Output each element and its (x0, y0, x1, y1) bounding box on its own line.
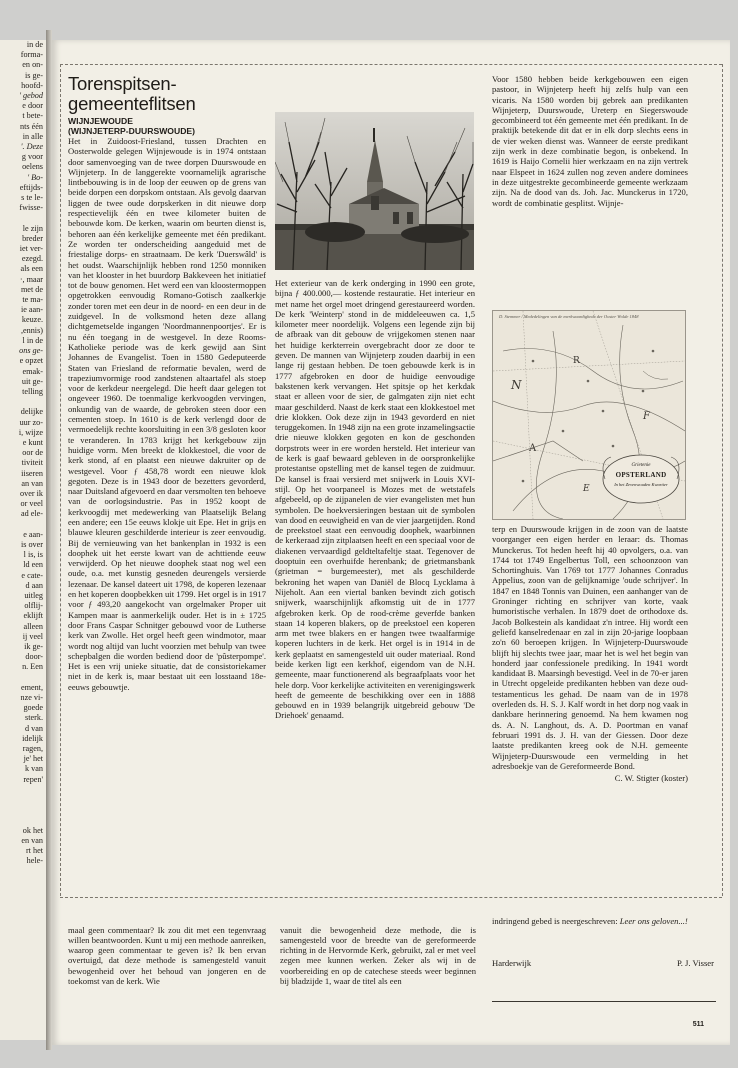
previous-page-line: iiseren (21, 468, 43, 478)
previous-page-line (0, 785, 43, 795)
article-column-2 (275, 278, 475, 721)
previous-page-line: eftijds- (19, 182, 43, 192)
previous-page-line: ·, maar (19, 274, 43, 284)
previous-page-line: sterk. (25, 713, 43, 723)
previous-page-line (0, 815, 43, 825)
previous-page-line: als een (20, 264, 43, 274)
svg-text:A: A (529, 443, 537, 454)
previous-page-line: or veel (20, 499, 43, 509)
previous-page-line: delijke (20, 407, 43, 417)
previous-page-line: oor de (22, 448, 43, 458)
previous-page-line: ld een (23, 560, 43, 570)
previous-page-line: ad ele- (20, 509, 43, 519)
previous-page-line: l in de (22, 335, 43, 345)
previous-page-line: d van (25, 723, 43, 733)
previous-page-line: olflij- (24, 601, 43, 611)
column-3-top-text: Voor 1580 hebben beide kerkgebouwen een eigen pastoor, in Wijnjeterp heeft hij zelfs hulp van een vicaris. Na 1580 worden bij gebrek aan predikanten Wijnjeterp, Duurswoude, Ureterp en Siegerswoude gecombineerd tot één gemeente met één predikant. In de praktijk betekende dit dat er in elk dorp slechts eens in de vier weken dienst was. Wanneer de eerste predikant zijn werk in deze combinatie begon, is onbekend. In 1619 is Haijo Cornelii hier werkzaam en na zijn vertrek naar Elspeet in 1624 zullen nog zeven andere dominees in deze uitgestrekte gecombineerde gemeente werkzaam zijn. Na de dood van ds. Joh. Jac. Munckerus in 1720, wordt de combinatie gesplitst. Wijnje- (492, 74, 688, 208)
previous-page-line: rt het (25, 846, 43, 856)
previous-page-line (0, 520, 43, 530)
previous-page-line: alleen (23, 621, 43, 631)
letter-closing-prayer: Leer ons geloven...! (619, 916, 688, 926)
article-column-1 (68, 74, 266, 692)
previous-page-line: en on- (22, 60, 43, 70)
church-photo (275, 112, 474, 270)
previous-page-line: ok het (22, 825, 43, 835)
previous-page-line: nze vi- (20, 693, 43, 702)
column-3-bottom-text: terp en Duurswoude krijgen in de zoon van de laatste voorganger een eigen herder en leraar: ds. Thomas Munckerus. Tot heden heeft hij 40 opvolgers, o.a. van 1744 tot 1749 Engelbertus Toll, een schoonzoon van Schortinghuis. Van 1769 tot 1777 Johannes Conradus Appelius, zoon van de gelijknamige 'oude schrijver'. In 1847 en 1848 Tonnis van Duinen, een aanhanger van de Groninger richting en schrijver van korte, vaak humoristische verhalen. In 1879 doet de orthodoxe ds. Jacob Bolkestein als kandidaat z'n intree. Hij wordt een geliefd kanselredenaar en zal in zijn 20-jarige loopbaan zo'n 60 beroepen krijgen. In Wijnjeterp-Duurswoude blijft hij slechts twee jaar, maar het is wel het begin van honderd jaar confessionele prediking. In 1941 wordt kandidaat B. Maarsingh bevestigd. Veel in de 70-er jaren in Utrecht opgeleide predikanten hebben van deze oud-testamenticus les gehad. De naam van de in 1978 overleden ds. H. S. J. Kalf wordt in het dorp nog vaak in dankbare herinnering genoemd. Na hem kwamen nog ds. A. N. Langhout, ds. A. D. Poortman en vanaf februari 1991 ds. J. H. van der Giessen. Door deze laatste predikanten kreeg ook de N.H. gemeente Wijnjeterp-Duurswoude een vermelding in het adresboekje van de Gereformeerde Bond. (492, 524, 688, 771)
previous-page-line: i, wijze (18, 427, 43, 437)
previous-page-line: uit ge- (21, 376, 43, 386)
previous-page-line: ons ge- (19, 346, 43, 356)
previous-page-line: en van (21, 835, 43, 845)
magazine-page (52, 40, 730, 1045)
previous-page-line: door- (25, 652, 43, 662)
previous-page-line: g voor (21, 152, 43, 162)
previous-page-line: te ma- (22, 295, 43, 305)
previous-page-line: emak- (22, 366, 43, 376)
previous-page-line: le zijn (22, 223, 43, 233)
article-title: Torenspitsen-gemeenteflitsen (68, 73, 196, 114)
previous-page-line: hele- (26, 856, 43, 866)
article-subtitle-1: WIJNJEWOUDE (68, 116, 133, 126)
previous-page-line: ' Bo- (27, 172, 43, 182)
letter-signature: P. J. Visser (676, 958, 714, 968)
map-caption: D. Stemmer / Mededelingen van de merkwaardighede der Ooster Wolde 1848 (499, 314, 639, 319)
previous-page-line (0, 213, 43, 223)
previous-page-text (0, 40, 46, 866)
map-cartouche-line-1: Grietenie (631, 463, 651, 468)
previous-page-line: tiviteit (21, 458, 43, 468)
svg-text:R: R (573, 356, 580, 366)
closing-rule (492, 1001, 716, 1002)
previous-page-line: oelens (22, 162, 43, 172)
previous-page-line: l is, is (23, 550, 43, 560)
previous-page-line: repen' (23, 774, 43, 784)
letter-column-1-text: maal geen commentaar? Ik zou dit met een tegenvraag willen beantwoorden. Kunt u mij een methode aanreiken, waarop geen commentaar te geven is? Ik ben ervan overtuigd, dat deze methode is samengesteld vanuit bewogenheid over het behoud van jongeren en de toekomst van de kerk. Wie (68, 924, 266, 987)
article-column-3-top (492, 74, 688, 208)
previous-page-line: e cate- (21, 570, 43, 580)
historic-map (492, 310, 686, 520)
map-cartouche-line-3: In het Zevenwouden Kwartier (614, 482, 668, 487)
previous-page-line: n. Een (22, 662, 43, 672)
previous-page-line (0, 397, 43, 407)
previous-page-line: s te le- (21, 193, 43, 203)
map-drawing (493, 311, 685, 519)
previous-page-line (0, 673, 43, 683)
previous-page-line: eklijft (23, 611, 43, 621)
svg-text:F: F (643, 411, 650, 422)
svg-text:N: N (511, 378, 522, 392)
previous-page-line: keuze. (21, 315, 43, 325)
previous-page-line: hoofd- (21, 80, 43, 90)
map-cartouche-line-2: OPSTERLAND (615, 471, 667, 479)
previous-page-line: k van (25, 764, 43, 774)
article-subtitle-2: (WIJNJETERP-DUURSWOUDE) (68, 126, 195, 136)
previous-page-line: in alle (22, 131, 43, 141)
letter-column-3-text: indringend gebed is neergeschreven: (492, 916, 618, 926)
previous-page-line: goede (23, 703, 43, 713)
previous-page-line: uitleg (24, 590, 43, 600)
previous-page-line: ement, (20, 682, 43, 692)
frame-right-border (718, 64, 723, 896)
letter-column-2 (280, 916, 476, 995)
previous-page-line: an van (21, 478, 43, 488)
previous-page-line: uur zo- (19, 417, 43, 427)
previous-page-line: je' het (23, 754, 43, 764)
article-author: C. W. Stigter (koster) (614, 773, 688, 784)
previous-page-line: ie aan- (20, 305, 43, 315)
previous-page-line: ,ennis) (20, 325, 43, 335)
previous-page-line: e opzet (19, 356, 43, 366)
previous-page-line: ik ge- (24, 641, 43, 651)
column-1-text: Het in Zuidoost-Friesland, tussen Drachten en Oosterwolde gelegen Wijnjewoude is in 1974 ontstaan door samenvoeging van de twee dorpen Duurswoude en Wijnjeterp. In de langgerekte voornamelijk agrarische lintbebouwing is in de loop der eeuwen op de grens van beide dorpen een dorpskom ontstaan. Als gevolg daarvan liggen de twee oude dorpskerken in dit nieuwe dorp respectievelijk één en twee kilometer buiten de bebouwde kom. De kerken, waarin om beurten dienst is, behoren aan één kerkelijke gemeente met één predikant. Ze worden ter onderscheiding aangeduid met de friestalige dorps- en straatnaam. De kerk 'Duerswâld' is het oudst. Waarschijnlijk hebben rond 1250 monniken van het klooster in het buurdorp Bakkeveen het initiatief tot de bouw genomen. Het werd een van kloostermoppen opgetrokken eenvoudig Romano-Gotisch zaalkerkje zonder toren met een deur in de noord- en een deur in de zuidgevel. In de volksmond heten deze allang dichtgemetselde ingangen 'Noordmannenpoortjes'. Er is nu één toegang in de westgevel. In deze Rooms-Katholieke periode was de kerk gewijd aan Sint Johannes de Evangelist. Toen in 1580 Gedeputeerde Staten van Friesland de reformatie bevalen, werd de trapeziumvormige rood zandstenen altaartafel als stoep voor de kerkdeur neergelegd. Die heeft daar gelegen tot ongeveer 1960. De toenmalige kerkvoogden vervingen, onkundig van de waarde, de gebroken steen door een cementen stoep. In 1610 is de kerk verlengd door de vermoedelijk rechte koorsluiting in een 3/8 gesloten koor te veranderen. In 1783 krijgt het kerkgebouw zijn huidige vorm. Men breekt de klokkestoel, die voor de kerk stond, af en plaatst een nieuwe dakruiter op de westgevel. Voor ƒ 458,78 wordt een nieuwe klok gegoten. Deze is in 1943 door de bezetters gevorderd, naar Duitsland afgevoerd en daar versmolten ten behoeve van de oorlogsindustrie. Pas in 1952 koopt de kerkvoogdij met medewerking van Plaatselijk Belang een andere; een 15e eeuws klokje uit Epe. Het in grijs en blauwe kleuren geschilderde interieur is zeer eenvoudig. Bij de vernieuwing van het bankenplan in 1932 is een doophek uit het eerste kwart van de achttiende eeuw verwijderd. Op het nieuwe doophek staat nog wel een oude, o.a. met kunstig gesneden deurengels versierde lezenaar. De kansel dateert uit 1798, de koperen lezenaar en het koperen doopbekken uit 1799. Het orgel is in 1917 voor ƒ 493,20 aangekocht van orgelmaker Proper uit Kampen maar is aanmerkelijk ouder. Het is in ± 1725 door Frans Caspar Schnitger gebouwd voor de Lutherse kerk van Zwolle. Het orgel heeft geen windmotor, maar wordt nog altijd van lucht voorzien met behulp van twee schepbalgen die worden bediend door de 'pûsterpompe'. Het is een vrij unieke situatie, dat de consistoriekamer niet in de kerk is, maar bestaat uit een losstaand 18e-eeuws gebouwtje. (68, 136, 266, 692)
previous-page-line: breder (22, 233, 43, 243)
previous-page-line: iet ver- (19, 244, 43, 254)
church-photo-image (275, 112, 474, 270)
frame-left-border (56, 64, 61, 896)
previous-page-line: e door (22, 101, 43, 111)
previous-page-line: d aan (25, 580, 43, 590)
previous-page-line: ezegd. (21, 254, 43, 264)
previous-page-line: fwisse- (19, 203, 43, 213)
svg-text:E: E (583, 484, 590, 494)
previous-page-line: ragen, (22, 744, 43, 754)
previous-page-line: forma- (20, 50, 43, 60)
article-column-3-bottom (492, 524, 688, 783)
previous-page-line: e kunt (22, 437, 43, 447)
previous-page-line: e aan- (23, 529, 43, 539)
letter-column-3 (492, 916, 692, 926)
letter-place: Harderwijk (492, 958, 532, 968)
previous-page-line: ' gebod (19, 91, 43, 101)
previous-page-line: telling (22, 386, 43, 396)
previous-page-line: met de (20, 284, 43, 294)
previous-page-line: idelijk (22, 733, 43, 743)
letter-signature-row (492, 958, 714, 968)
previous-page-line: in de (26, 40, 43, 49)
previous-page-line: over ik (20, 488, 43, 498)
letter-column-1 (68, 916, 266, 995)
previous-page-line (0, 805, 43, 815)
letter-column-2-text: vanuit die bewogenheid deze methode, die is samengesteld voor de breedte van de gereformeerde richting in de Hervormde Kerk, gebruikt, zal er met veel zegen mee kunnen werken. Zeker als wij in de voorbereiding en op de catechese steeds weer beginnen bij bladzijde 1, waar de titel als een (280, 924, 476, 987)
previous-page-strip (0, 40, 46, 1040)
previous-page-line: t bete- (22, 111, 43, 121)
previous-page-line (0, 795, 43, 805)
previous-page-line: is ge- (25, 70, 43, 80)
column-2-text: Het exterieur van de kerk onderging in 1990 een grote, bijna ƒ 400.000,— kostende restauratie. Het interieur en met name het orgel moet dringend gerestaureerd worden. De kerk 'Weinterp' stond in de middeleeuwen ca. 1,5 kilometer meer noordelijk. Volgens een legende zijn bij de afbraak van dit gebouw de vrijgekomen stenen naar het huidige kerkterrein overgebracht door ze door te geven. De mannen van Wijnjeterp zouden daarbij in een lange rij gestaan hebben. De toen gebouwde kerk is in 1777 afgebroken en door de huidige eenvoudige bakstenen kerk vervangen. Het spitsje op het kerkdak staat er alleen voor de sier, de galmgaten zijn niet echt maar geschilderd. Naast de kerk staat een klokkestoel met drie klokken. Ook deze zijn in 1943 gevorderd en niet teruggekomen. In 1948 zijn na een grote inzamelingsactie drie nieuwe klokken gegoten en kon de geschonden dorpstrots weer in ere worden hersteld. Het interieur van de kerk is gaaf bewaard gebleven in de oorspronkelijke protestantse opstelling met de kansel tegen de zuidmuur. De kansel is fraai versierd met snijwerk in Louis XVI-stijl. Op het voorpaneel is Mozes met de wetstafels afgebeeld, op de zijpanelen de vier evangelisten met hun symbolen. De hoekversieringen bestaan uit de symbolen van dood en eeuwigheid en van de vier jaargetijden. Rond de preekstoel staat een eenvoudig doophek, waarbinnen de kerkeraad zijn zitplaatsen heeft en een speciaal voor de diakenen vervaardigd geldteltafeltje staat. Tegenover de dooptuin een overhuifde herenbank; de grietmansbank (grietman = burgemeester), met als geschilderde bekroning het wapen van Daniël de Blocq Lycklama à Nijeholt. Aan een viertal banken bevindt zich gotisch snijwerk, waarschijnlijk afkomstig uit de in 1777 afgebroken kerk. Op de rood-crème geverfde banken staan 14 koperen blakers, op de preekstoel een koperen arm met twee blakers en er hangen twee twaalfarmige koperen luchters in de kerk. Het orgel is in 1914 in de kerk geplaatst en samengesteld uit ouder materiaal. Rond beide kerken ligt een kerkhof, eigendom van de N.H. gemeente, maar functionerend als begraafplaats voor het hele dorp. Voor kerkelijke activiteiten en verenigingswerk heeft de gemeente de beschikking over een in 1888 gebouwd en in 1939 belangrijk uitgebreid gebouw 'De Driehoek' genaamd. (275, 278, 475, 721)
previous-page-line: is over (20, 539, 43, 549)
previous-page-line: nts één (20, 121, 43, 131)
previous-page-line: '. Deze (20, 142, 43, 152)
previous-page-line: ij veel (22, 631, 43, 641)
page-number: 511 (692, 1021, 704, 1028)
